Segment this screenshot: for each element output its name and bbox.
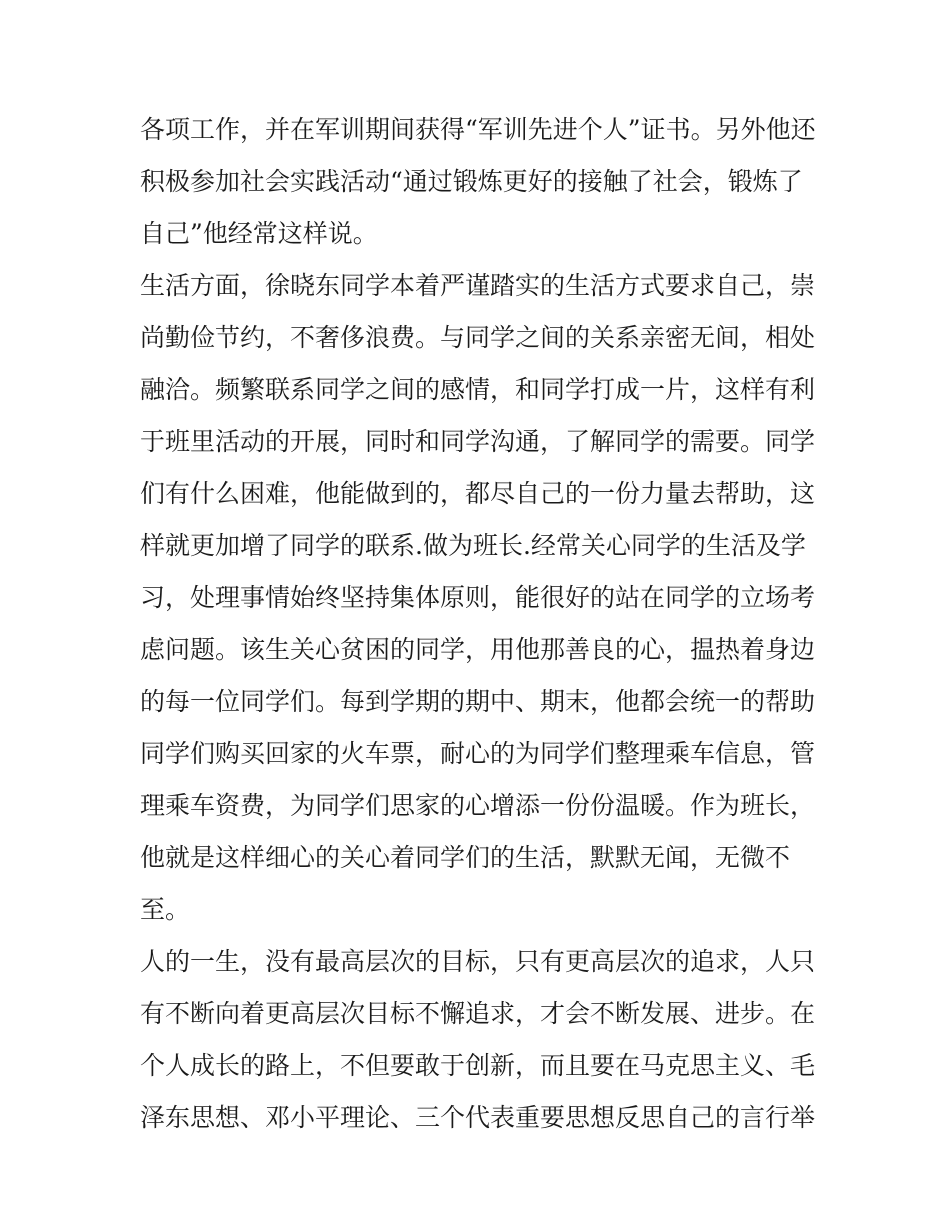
text-line: 积极参加社会实践活动“通过锻炼更好的接触了社会，锻炼了 [140,167,803,196]
text-line: 尚勤俭节约，不奢侈浪费。与同学之间的关系亲密无间，相处 [140,323,816,352]
text-line: 至。 [140,895,191,924]
text-line: 自己”他经常这样说。 [140,219,378,248]
text-line: 的每一位同学们。每到学期的期中、期末，他都会统一的帮助 [140,687,816,716]
text-line: 有不断向着更高层次目标不懈追求，才会不断发展、进步。在 [140,999,816,1028]
text-line: 生活方面，徐晓东同学本着严谨踏实的生活方式要求自己，崇 [140,271,816,300]
text-line: 他就是这样细心的关心着同学们的生活，默默无闻，无微不 [140,843,791,872]
text-line: 融洽。频繁联系同学之间的感情，和同学打成一片，这样有利 [140,375,816,404]
text-line: 同学们购买回家的火车票，耐心的为同学们整理乘车信息，管 [140,739,816,768]
text-line: 习，处理事情始终坚持集体原则，能很好的站在同学的立场考 [140,583,816,612]
text-line: 样就更加增了同学的联系.做为班长.经常关心同学的生活及学 [140,531,806,560]
text-line: 各项工作，并在军训期间获得“军训先进个人”证书。另外他还 [140,115,816,144]
text-line: 人的一生，没有最高层次的目标，只有更高层次的追求，人只 [140,947,816,976]
text-line: 于班里活动的开展，同时和同学沟通，了解同学的需要。同学 [140,427,816,456]
text-line: 泽东思想、邓小平理论、三个代表重要思想反思自己的言行举 [140,1103,816,1132]
text-line: 个人成长的路上，不但要敢于创新，而且要在马克思主义、毛 [140,1051,816,1080]
text-line: 们有什么困难，他能做到的，都尽自己的一份力量去帮助，这 [140,479,816,508]
text-line: 理乘车资费，为同学们思家的心增添一份份温暖。作为班长， [140,791,816,820]
text-line: 虑问题。该生关心贫困的同学，用他那善良的心，揾热着身边 [140,635,816,664]
